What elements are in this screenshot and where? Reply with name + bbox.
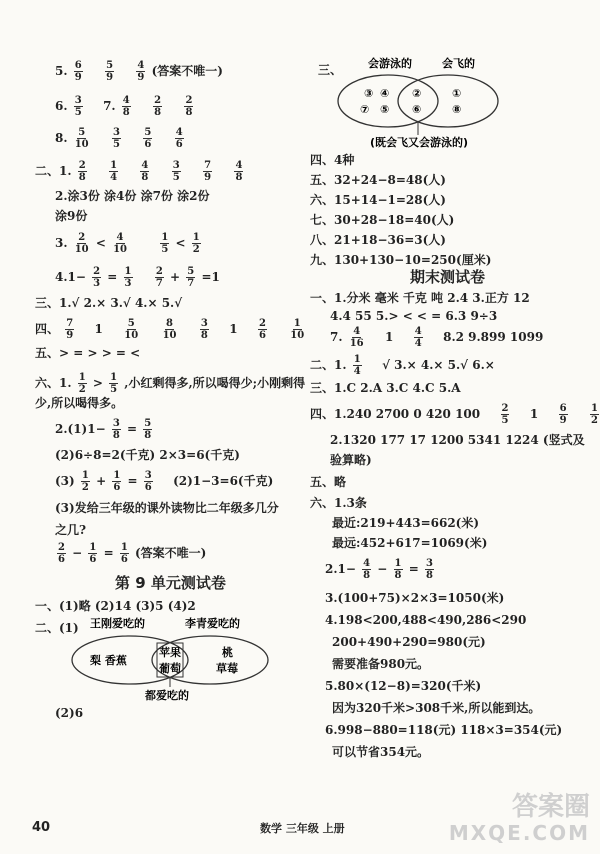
fraction <box>590 403 599 426</box>
fraction <box>559 403 568 426</box>
unit9-section-1: 一、(1)略 (2)14 (3)5 (4)2 <box>35 599 196 613</box>
final-section-1-cont: 4.4 55 5.> < < = 6.3 9÷3 <box>330 309 498 323</box>
answer-4: 四、4种 <box>310 153 355 167</box>
left-circle <box>338 75 438 127</box>
values: 四、1.240 2700 0 420 100 <box>310 407 481 421</box>
right-only-item: 桃 <box>222 646 233 659</box>
fraction <box>200 318 209 341</box>
venn-diagram-animals <box>330 55 505 150</box>
item-number: 7. <box>330 330 343 344</box>
numerator: 2 <box>78 160 86 171</box>
denominator: 5 <box>161 244 169 255</box>
numerator: 3 <box>74 95 82 106</box>
denominator: 6 <box>175 139 183 150</box>
numerator: 5 <box>144 127 152 138</box>
fraction <box>289 318 305 341</box>
denominator: 6 <box>58 554 65 565</box>
denominator: 7 <box>155 278 163 289</box>
page-number: 40 <box>32 820 51 835</box>
numerator: 3 <box>113 127 120 138</box>
shading-answer-cont: 涂9份 <box>55 209 88 223</box>
denominator: 2 <box>192 244 200 255</box>
numerator: 1 <box>81 470 89 481</box>
denominator: 2 <box>81 482 89 493</box>
fraction <box>109 160 118 183</box>
answer-line-5 <box>55 60 223 83</box>
numerator: 4 <box>414 326 422 337</box>
left-set-label: 王刚爱吃的 <box>90 617 145 630</box>
final-q2-equation <box>325 558 436 581</box>
denominator: 9 <box>66 330 74 341</box>
fraction <box>112 470 121 493</box>
denominator: 8 <box>122 107 130 118</box>
denominator: 5 <box>110 384 118 395</box>
denominator: 6 <box>113 482 121 493</box>
numerator: 4 <box>353 326 361 337</box>
numerator: 1 <box>293 318 301 329</box>
answer-line-6-7 <box>55 95 195 118</box>
denominator: 9 <box>137 72 145 83</box>
denominator: 9 <box>74 72 82 83</box>
answer-5: 五、32+24−8=48(人) <box>310 173 446 187</box>
left-item: ⑦ <box>360 103 370 116</box>
equation-line <box>55 266 220 289</box>
item-number: (3) <box>55 474 75 488</box>
operator: > <box>92 376 103 390</box>
denominator: 6 <box>144 482 152 493</box>
section-number: 六、1. <box>35 376 72 390</box>
item-number: 6. <box>55 99 68 113</box>
denominator: 8 <box>394 570 402 581</box>
compare-line <box>55 232 203 255</box>
fraction <box>74 232 90 255</box>
answer-7: 七、30+28−18=40(人) <box>310 213 455 227</box>
numerator: 1 <box>113 470 121 481</box>
left-item: ③ <box>364 87 374 100</box>
item-number: 7. <box>103 99 116 113</box>
numerator: 1 <box>161 232 169 243</box>
right-item: ① <box>452 87 462 100</box>
denominator: 7 <box>187 278 195 289</box>
note: (答案不唯一) <box>134 546 207 560</box>
item-number: 4.1− <box>55 270 86 284</box>
fraction <box>362 558 371 581</box>
numerator: 4 <box>363 558 371 569</box>
numerator: 4 <box>122 95 130 106</box>
fraction <box>414 326 423 349</box>
final-section-5: 五、略 <box>310 475 347 489</box>
intersection-label: 都爱吃的 <box>145 689 189 702</box>
fraction <box>353 354 362 377</box>
operator: = <box>127 474 138 488</box>
operator: < <box>175 236 186 250</box>
numerator: 5 <box>144 418 152 429</box>
fraction <box>74 127 90 150</box>
unit-9-title: 第 9 单元测试卷 <box>115 574 226 592</box>
numerator: 1 <box>78 372 86 383</box>
fraction <box>501 403 510 426</box>
q3-line <box>55 470 273 493</box>
numerator: 4 <box>175 127 183 138</box>
item-number: 8. <box>55 131 68 145</box>
denominator: 8 <box>144 430 152 441</box>
shading-answer: 2.涂3份 涂4份 涂7份 涂2份 <box>55 189 210 203</box>
numerator: 3 <box>425 558 433 569</box>
denominator: 3 <box>93 278 101 289</box>
fraction <box>88 542 97 565</box>
right-set-label: 会飞的 <box>442 57 475 70</box>
fraction <box>78 372 87 395</box>
denominator: 5 <box>501 415 509 426</box>
numerator: 6 <box>74 60 82 71</box>
fraction <box>143 418 152 441</box>
numerator: 1 <box>110 160 118 171</box>
numerator: 6 <box>559 403 567 414</box>
watermark-title: 答案圈 <box>511 792 590 822</box>
numerator: 3 <box>172 160 180 171</box>
unit9-q2-answer: (2)6 <box>55 706 84 720</box>
operator: = <box>126 422 138 436</box>
operator: + <box>96 474 107 488</box>
section-4-answers <box>35 318 307 341</box>
numerator: 2 <box>155 266 163 277</box>
final-section-1-q7 <box>330 326 543 349</box>
values: √ 3.× 4.× 5.√ 6.× <box>382 358 495 372</box>
answer-6: 六、15+14−1=28(人) <box>310 193 446 207</box>
answer-line-8 <box>55 127 186 150</box>
result: =1 <box>201 270 220 284</box>
item-number: 2.(1)1− <box>55 422 106 436</box>
left-set-label: 会游泳的 <box>368 57 412 70</box>
fraction <box>65 318 74 341</box>
numerator: 1 <box>590 403 598 414</box>
numerator: 2 <box>154 95 162 106</box>
q2-part2: (2)6÷8=2(千克) 2×3=6(千克) <box>55 448 240 462</box>
fraction <box>112 232 128 255</box>
denominator: 9 <box>106 72 114 83</box>
denominator: 5 <box>113 139 120 150</box>
denominator: 2 <box>590 415 598 426</box>
final-q5-answer: 因为320千米>308千米,所以能到达。 <box>332 701 541 715</box>
overlap-item: ⑥ <box>412 103 422 116</box>
final-q3: 3.(100+75)×2×3=1050(米) <box>325 591 505 605</box>
footer-subject: 数学 三年级 上册 <box>260 822 345 835</box>
fraction <box>57 542 66 565</box>
final-section-4-q2-cont: 验算略) <box>330 453 372 467</box>
note: (答案不唯一) <box>151 64 223 78</box>
final-q6: 6.998−880=118(元) 118×3=354(元) <box>325 723 563 737</box>
item-number: 2.1− <box>325 562 356 576</box>
numerator: 4 <box>235 160 243 171</box>
denominator: 8 <box>200 330 208 341</box>
watermark-url: MXQE.COM <box>448 821 590 845</box>
numerator: 4 <box>141 160 149 171</box>
numerator: 1 <box>394 558 402 569</box>
numerator: 2 <box>58 542 65 553</box>
values: 8.2 9.899 1099 <box>443 330 544 344</box>
fraction <box>192 232 201 255</box>
fraction <box>74 95 83 118</box>
left-only-items: 梨 香蕉 <box>90 654 127 667</box>
denominator: 6 <box>258 330 266 341</box>
numerator: 5 <box>106 60 114 71</box>
denominator: 4 <box>353 366 361 377</box>
fraction <box>184 95 193 118</box>
denominator: 8 <box>185 107 193 118</box>
fraction <box>143 127 152 150</box>
right-item: ⑧ <box>452 103 462 116</box>
fraction <box>112 127 121 150</box>
final-section-4 <box>310 403 600 426</box>
item-number: 3. <box>55 236 68 250</box>
final-section-6: 六、1.3条 <box>310 496 367 510</box>
fraction <box>92 266 101 289</box>
unit9-section-2: 二、(1) <box>35 621 79 635</box>
final-section-1: 一、1.分米 毫米 千克 吨 2.4 3.正方 12 <box>310 291 530 305</box>
fraction <box>394 558 403 581</box>
right-set-label: 李青爱吃的 <box>185 617 240 630</box>
final-q5: 5.80×(12−8)=320(千米) <box>325 679 482 693</box>
denominator: 8 <box>363 570 371 581</box>
final-section-4-q2: 2.1320 177 17 1200 5341 1224 (竖式及 <box>330 433 585 447</box>
fraction <box>122 95 131 118</box>
overlap-item: 苹果 <box>159 646 181 659</box>
fraction <box>349 326 365 349</box>
operator: < <box>95 236 106 250</box>
denominator: 4 <box>110 172 118 183</box>
fraction <box>74 60 83 83</box>
fraction <box>105 60 114 83</box>
denominator: 10 <box>290 330 305 341</box>
numerator: 8 <box>166 318 174 329</box>
fraction <box>120 542 129 565</box>
fraction <box>81 470 90 493</box>
section-3-answers: 三、1.√ 2.× 3.√ 4.× 5.√ <box>35 296 183 310</box>
operator: = <box>107 270 118 284</box>
intersection-label: (既会飞又会游泳的) <box>370 136 469 149</box>
denominator: 10 <box>74 244 89 255</box>
denominator: 8 <box>154 107 162 118</box>
fraction <box>153 95 162 118</box>
numerator: 1 <box>124 266 132 277</box>
operator: = <box>408 562 419 576</box>
numerator: 4 <box>137 60 145 71</box>
denominator: 8 <box>425 570 433 581</box>
q2-line <box>55 418 154 441</box>
numerator: 3 <box>144 470 152 481</box>
fraction <box>160 232 169 255</box>
explanation-cont: 少,所以喝得多。 <box>35 396 124 410</box>
value: 1 <box>229 322 238 336</box>
numerator: 1 <box>89 542 97 553</box>
denominator: 4 <box>414 338 422 349</box>
numerator: 7 <box>66 318 74 329</box>
numerator: 1 <box>120 542 128 553</box>
denominator: 10 <box>74 139 89 150</box>
numerator: 5 <box>187 266 195 277</box>
denominator: 10 <box>124 330 139 341</box>
fraction <box>425 558 434 581</box>
left-item: ⑤ <box>380 103 390 116</box>
venn-diagram-food <box>70 615 270 705</box>
shortest-route: 最近:219+443=662(米) <box>332 516 480 530</box>
q3-text-cont: 之几? <box>55 523 87 537</box>
fraction <box>203 160 212 183</box>
numerator: 7 <box>204 160 212 171</box>
value: 1 <box>529 407 539 421</box>
final-section-3: 三、1.C 2.A 3.C 4.C 5.A <box>310 381 461 395</box>
left-item: ④ <box>380 87 390 100</box>
final-exam-title: 期末测试卷 <box>410 268 486 286</box>
denominator: 2 <box>78 384 86 395</box>
numerator: 5 <box>127 318 135 329</box>
longest-route: 最远:452+617=1069(米) <box>332 536 488 550</box>
q3-text: (3)发给三年级的课外读物比二年级多几分 <box>55 501 279 515</box>
denominator: 9 <box>559 415 567 426</box>
fraction <box>162 318 178 341</box>
section-5-answers: 五、> = > > = < <box>35 346 141 360</box>
denominator: 8 <box>141 172 149 183</box>
denominator: 6 <box>89 554 97 565</box>
final-q4-sum: 200+490+290=980(元) <box>332 635 486 649</box>
fraction <box>112 418 121 441</box>
answer-9: 九、130+130−10=250(厘米) <box>310 253 492 267</box>
operator: = <box>103 546 114 560</box>
numerator: 3 <box>112 418 120 429</box>
fraction <box>140 160 149 183</box>
denominator: 5 <box>172 172 180 183</box>
numerator: 2 <box>93 266 101 277</box>
numerator: 4 <box>116 232 124 243</box>
operator: + <box>170 270 181 284</box>
fraction <box>234 160 243 183</box>
overlap-item: ② <box>412 87 422 100</box>
numerator: 3 <box>200 318 208 329</box>
denominator: 10 <box>162 330 177 341</box>
fraction <box>258 318 267 341</box>
numerator: 2 <box>185 95 193 106</box>
denominator: 8 <box>112 430 120 441</box>
denominator: 10 <box>113 244 127 255</box>
fraction <box>155 266 164 289</box>
fraction <box>175 127 184 150</box>
fraction <box>136 60 145 83</box>
numerator: 2 <box>258 318 266 329</box>
denominator: 5 <box>74 107 82 118</box>
answer-8: 八、21+18−36=3(人) <box>310 233 446 247</box>
value: 1 <box>385 330 394 344</box>
right-circle <box>398 75 498 127</box>
section-6-line-1 <box>35 372 305 395</box>
calc: (2)1−3=6(千克) <box>173 474 274 488</box>
numerator: 1 <box>353 354 361 365</box>
section-number: 二、1. <box>310 358 347 372</box>
denominator: 6 <box>120 554 128 565</box>
fraction <box>172 160 181 183</box>
value: 1 <box>94 322 103 336</box>
right-only-item: 草莓 <box>216 662 238 675</box>
numerator: 2 <box>78 232 86 243</box>
operator: − <box>377 562 388 576</box>
denominator: 9 <box>204 172 212 183</box>
q3-answer <box>55 542 206 565</box>
final-q4: 4.198<200,488<490,286<290 <box>325 613 527 627</box>
section-number: 二、1. <box>35 164 72 178</box>
denominator: 6 <box>144 139 152 150</box>
numerator: 2 <box>501 403 509 414</box>
final-section-2 <box>310 354 495 377</box>
numerator: 5 <box>78 127 86 138</box>
denominator: 16 <box>349 338 364 349</box>
fraction <box>109 372 118 395</box>
fraction <box>124 266 133 289</box>
overlap-item: 葡萄 <box>159 662 181 675</box>
numerator: 1 <box>192 232 200 243</box>
section-3-label: 三、 <box>318 63 343 77</box>
fraction <box>123 318 139 341</box>
fraction <box>78 160 87 183</box>
fraction <box>186 266 195 289</box>
final-q6-answer: 可以节省354元。 <box>332 745 430 759</box>
explanation: ,小红剩得多,所以喝得少;小刚剩得 <box>124 376 306 390</box>
numerator: 1 <box>110 372 118 383</box>
denominator: 8 <box>78 172 86 183</box>
section-2-line-1 <box>35 160 245 183</box>
operator: − <box>72 546 83 560</box>
denominator: 8 <box>235 172 243 183</box>
section-number: 四、 <box>35 322 60 336</box>
item-number: 5. <box>55 64 68 78</box>
denominator: 3 <box>124 278 132 289</box>
fraction <box>144 470 153 493</box>
final-q4-answer: 需要准备980元。 <box>332 657 430 671</box>
watermark <box>449 794 590 846</box>
